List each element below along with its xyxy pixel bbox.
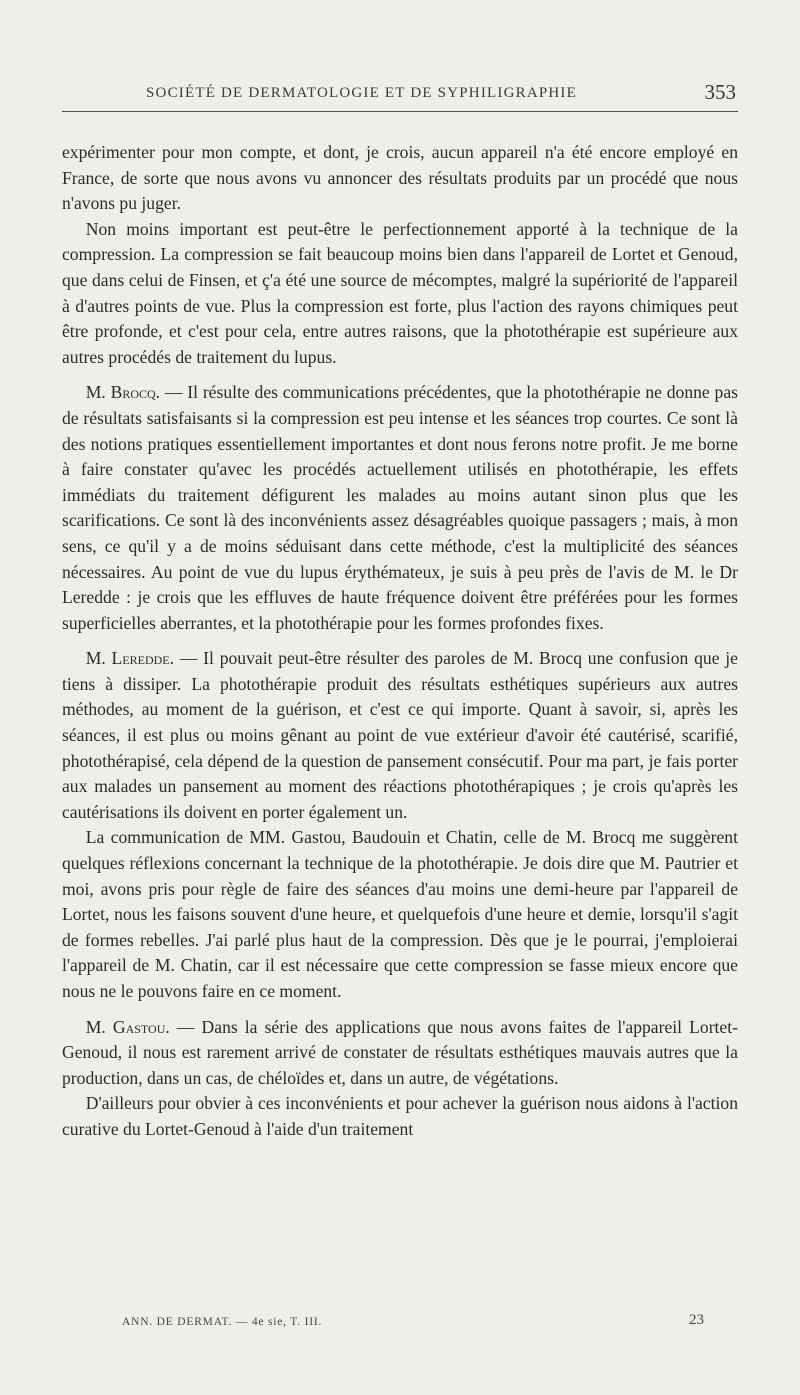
speaker-name: M. Brocq. [85, 382, 161, 403]
paragraph-brocq [62, 380, 738, 636]
speaker-name: M. Gastou. [85, 1016, 170, 1037]
paragraph-text: D'ailleurs pour obvier à ces inconvénients et pour achever la guérison nous aidons à l'action curative du Lortet-Genoud à l'aide d'un traitement [62, 1093, 738, 1139]
running-title: SOCIÉTÉ DE DERMATOLOGIE ET DE SYPHILIGRAPHIE [146, 85, 577, 101]
paragraph-text: Non moins important est peut-être le perfectionnement apporté à la technique de la compression. La compression se fait beaucoup moins bien dans l'appareil de Lortet et Genoud, que dans celui de Finsen, et ç'a été une source de mécomptes, malgré la supériorité de l'appareil à d'autres points de vue. Plus la compression est forte, plus l'action des rayons chimiques peut être profonde, et c'est pour cela, entre autres raisons, que la photothérapie est supérieure aux autres procédés de traitement du lupus. [62, 218, 738, 367]
speaker-name: M. Leredde. [85, 648, 175, 669]
paragraph-text: — Il pouvait peut-être résulter des paroles de M. Brocq une confusion que je tiens à dissiper. La photothérapie produit des résultats esthétiques supérieurs aux autres méthodes, au moment de la guérison, et c'est ce qui importe. Quant à savoir, si, après les séances, il est plus ou moins gênant au point de vue extérieur d'avoir été cautérisé, scarifié, photothérapisé, cela dépend de la question de pansement consécutif. Pour ma part, je fais porter aux malades un pansement au moment des réactions photothérapiques ; je crois qu'après les cautérisations ils doivent en porter également un. [62, 648, 738, 822]
paragraph-text: — Il résulte des communications précédentes, que la photothérapie ne donne pas de résultats satisfaisants si la compression est peu intense et les séances trop courtes. Ce sont là des notions pratiques essentiellement importantes et dont nous ferons notre profit. Je me borne à faire constater qu'avec les procédés actuellement utilisés en photothérapie, les effets immédiats du traitement défigurent les malades au moins autant sinon plus que les scarifications. Ce sont là des inconvénients assez désagréables quoique passagers ; mais, à mon sens, ce qu'il y a de moins séduisant dans cette méthode, c'est la multiplicité des séances nécessaires. Au point de vue du lupus érythémateux, je suis à peu près de l'avis de M. le Dr Leredde : je crois que les effluves de haute fréquence doivent être préférées pour les formes superficielles aberrantes, et la photothérapie pour les formes profondes fixes. [62, 382, 739, 633]
paragraph-gastou-2 [62, 1091, 738, 1142]
signature-number: 23 [689, 1312, 704, 1328]
body-text [62, 140, 738, 1143]
paragraph-leredde-2 [62, 825, 738, 1004]
paragraph-text: expérimenter pour mon compte, et dont, je crois, aucun appareil n'a été encore employé en France, de sorte que nous avons vu annoncer des résultats produits par un procédé que nous n'avons pu juger. [62, 142, 738, 214]
paragraph-1 [62, 140, 738, 217]
paragraph-gastou [62, 1015, 738, 1092]
paragraph-leredde [62, 646, 738, 825]
paragraph-2 [62, 217, 738, 371]
paragraph-text: — Dans la série des applications que nous avons faites de l'appareil Lortet-Genoud, il nous est rarement arrivé de constater de résultats esthétiques mauvais autres que la production, dans un cas, de chéloïdes et, dans un autre, de végétations. [62, 1016, 738, 1088]
header-rule [62, 111, 738, 112]
footer-signature: ANN. DE DERMAT. — 4e sie, T. III. [122, 1316, 323, 1328]
page-footer [62, 1312, 738, 1332]
page-number: 353 [704, 80, 736, 104]
page-header [62, 80, 738, 112]
paragraph-text: La communication de MM. Gastou, Baudouin et Chatin, celle de M. Brocq me suggèrent quelques réflexions concernant la technique de la photothérapie. Je dois dire que M. Pautrier et moi, avons pris pour règle de faire des séances d'au moins une demi-heure par l'appareil de Lortet, nous les faisons souvent d'une heure, et quelquefois d'une heure et demie, lorsqu'il s'agit de formes rebelles. J'ai parlé plus haut de la compression. Dès que je le pourrai, j'emploierai l'appareil de M. Chatin, car il est nécessaire que cette compression se fasse mieux encore que nous ne le pouvons faire en ce moment. [62, 827, 738, 1001]
